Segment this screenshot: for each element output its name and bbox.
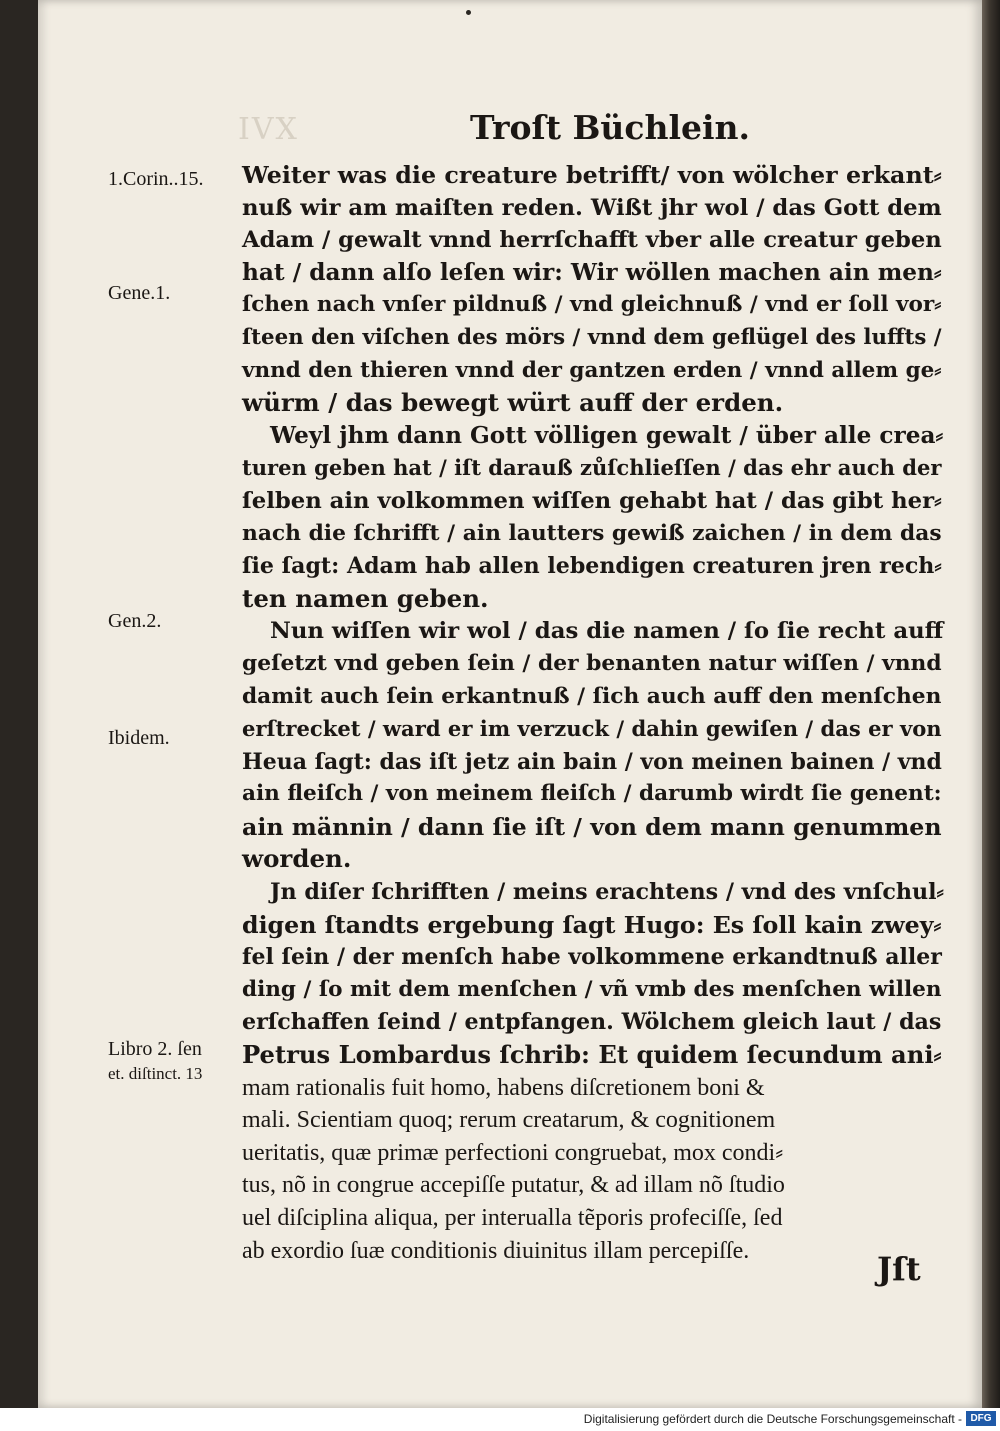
- text-line: Weyl jhm dann Gott völligen gewalt / über alle crea⸗: [270, 421, 944, 449]
- text-line: damit auch ſein erkantnuß / ſich auch auff den menſchen: [242, 683, 942, 709]
- text-line: Petrus Lombardus ſchrib: Et quidem ſecundum ani⸗: [242, 1040, 942, 1070]
- margin-note-distinctio: et. diſtinct. 13: [108, 1064, 203, 1083]
- page-body: [242, 159, 942, 1267]
- viewer-footer: [0, 1408, 1000, 1431]
- text-line: nuß wir am maiſten reden. Wißt jhr wol / das Gott dem: [242, 194, 942, 221]
- bleed-through-mark: IVX: [238, 112, 299, 147]
- text-line: ain männin / dann ſie iſt / von dem mann genummen: [242, 812, 942, 841]
- text-line: ten namen geben.: [242, 583, 489, 613]
- text-line: geſetzt vnd geben ſein / der benanten natur wiſſen / vnnd: [242, 650, 942, 676]
- text-line: ſchen nach vnſer pildnuß / vnd gleichnuß / vnd er ſoll vor⸗: [242, 292, 942, 318]
- margin-note-genesis-2: Gen.2.: [108, 610, 162, 632]
- margin-note-libro: Libro 2. ſen: [108, 1038, 202, 1060]
- latin-line: uel diſciplina aliqua, per interualla tẽporis profeciſſe, ſed: [242, 1205, 783, 1231]
- margin-note-corinthians: 1.Corin..15.: [108, 168, 204, 190]
- text-line: ſteen den viſchen des mörs / vnnd dem geflügel des luffts /: [242, 324, 942, 350]
- text-line: Nun wiſſen wir wol / das die namen / ſo ſie recht auff: [270, 618, 944, 645]
- latin-line: ab exordio ſuæ conditionis diuinitus illam percepiſſe.: [242, 1237, 750, 1264]
- text-line: nach die ſchrifft / ain lautters gewiß zaichen / in dem das: [242, 520, 942, 546]
- latin-line: tus, nõ in congrue accepiſſe putatur, & ad illam nõ ſtudio: [242, 1172, 785, 1199]
- page-speck: [466, 10, 471, 15]
- latin-line: ueritatis, quæ primæ perfectioni congruebat, mox condi⸗: [242, 1139, 784, 1166]
- running-title: Troſt Büchlein.: [470, 108, 751, 147]
- text-line: hat / dann alſo leſen wir: Wir wöllen machen ain men⸗: [242, 258, 942, 286]
- text-line: ding / ſo mit dem menſchen / vñ vmb des menſchen willen: [242, 976, 942, 1002]
- text-line: fel ſein / der menſch habe volkommene erkandtnuß aller: [242, 944, 942, 971]
- text-line: Heua ſagt: das iſt jetz ain bain / von meinen bainen / vnd: [242, 748, 942, 775]
- text-line: turen geben hat / iſt darauß zůſchlieſſen / das ehr auch der: [242, 455, 942, 481]
- text-line: ſelben ain volkommen wiſſen gehabt hat / das gibt her⸗: [242, 487, 942, 514]
- text-line: vnnd den thieren vnnd der gantzen erden / vnnd allem ge⸗: [242, 357, 942, 383]
- text-line: ain fleiſch / von meinem fleiſch / darumb wirdt ſie genent:: [242, 781, 942, 807]
- text-line: Adam / gewalt vnnd herrſchafft vber alle creatur geben: [242, 227, 942, 254]
- text-line: worden.: [242, 844, 352, 874]
- margin-note-genesis-1: Gene.1.: [108, 282, 171, 304]
- text-line: Weiter was die creature betrifft/ von wölcher erkant⸗: [242, 161, 942, 189]
- latin-line: mam rationalis fuit homo, habens diſcretionem boni &: [242, 1074, 765, 1101]
- text-line: erſtrecket / ward er im verzuck / dahin gewiſen / das er von: [242, 716, 942, 742]
- text-line: Jn diſer ſchrifften / meins erachtens / vnd des vnſchul⸗: [270, 879, 944, 906]
- latin-line: mali. Scientiam quoq; rerum creatarum, & cognitionem: [242, 1107, 776, 1134]
- funding-credit: Digitalisierung gefördert durch die Deutsche Forschungsgemeinschaft -: [583, 1412, 962, 1426]
- text-line: würm / das bewegt würt auff der erden.: [242, 388, 784, 418]
- dfg-logo-icon: DFG: [966, 1411, 996, 1426]
- text-line: digen ſtandts ergebung ſagt Hugo: Es ſoll kain zwey⸗: [242, 910, 942, 939]
- catchword: Jſt: [877, 1250, 921, 1288]
- margin-note-ibidem: Ibidem.: [108, 727, 170, 749]
- text-line: erſchaffen ſeind / entpfangen. Wölchem gleich laut / das: [242, 1009, 942, 1036]
- text-line: ſie ſagt: Adam hab allen lebendigen creaturen jren rech⸗: [242, 553, 942, 580]
- page-edge-shadow: [982, 0, 1000, 1408]
